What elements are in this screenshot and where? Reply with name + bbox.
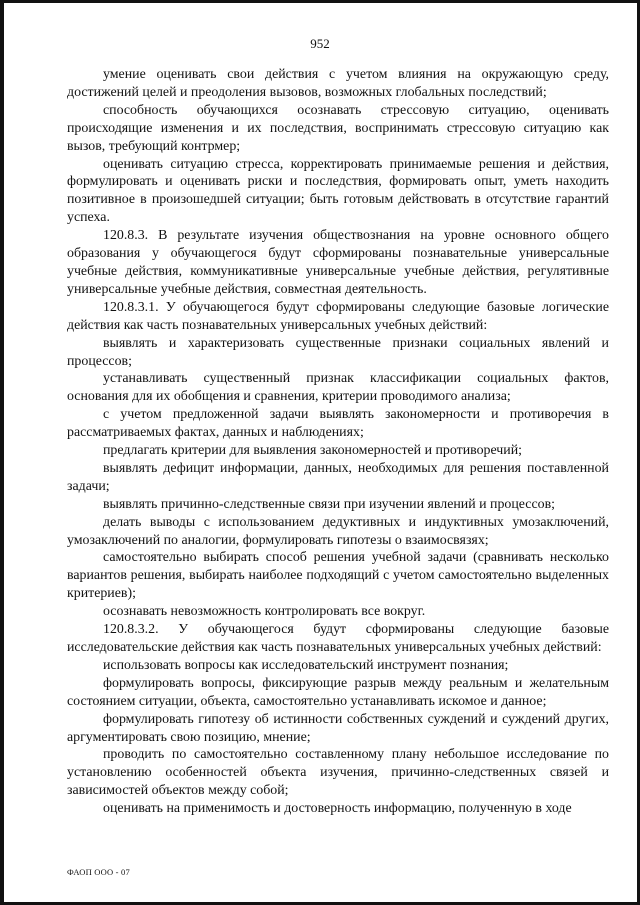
paragraph: оценивать ситуацию стресса, корректировать принимаемые решения и действия, формулировать и оценивать риски и последствия, формировать опыт, уметь находить позитивное в произошедшей ситуации; быть готовым действовать в отсутствие гарантий успеха. (67, 156, 609, 226)
list-item: проводить по самостоятельно составленному плану небольшое исследование по установлению особенностей объекта изучения, причинно-следственных связей и зависимостей объектов между собой; (67, 747, 609, 799)
list-item: выявлять дефицит информации, данных, необходимых для решения поставленной задачи; (67, 460, 609, 494)
list-item: формулировать гипотезу об истинности собственных суждений и суждений других, аргументировать свою позицию, мнение; (67, 711, 609, 745)
section-paragraph: 120.8.3.1. У обучающегося будут сформированы следующие базовые логические действия как часть познавательных универсальных учебных действий: (67, 299, 609, 333)
scan-border-left (0, 0, 4, 905)
document-footer: ФАОП ООО - 07 (67, 867, 130, 877)
document-body (67, 66, 609, 818)
list-item: формулировать вопросы, фиксирующие разрыв между реальным и желательным состоянием ситуации, объекта, самостоятельно устанавливать искомое и данное; (67, 675, 609, 709)
list-item: выявлять причинно-следственные связи при изучении явлений и процессов; (103, 496, 556, 512)
list-item: использовать вопросы как исследовательский инструмент познания; (103, 657, 509, 673)
list-item: выявлять и характеризовать существенные признаки социальных явлений и процессов; (67, 335, 609, 369)
list-item: с учетом предложенной задачи выявлять закономерности и противоречия в рассматриваемых фактах, данных и наблюдениях; (67, 407, 609, 441)
list-item: оценивать на применимость и достоверность информацию, полученную в ходе (103, 801, 572, 817)
section-paragraph: 120.8.3.2. У обучающегося будут сформированы следующие базовые исследовательские действия как часть познавательных универсальных учебных действий: (67, 622, 609, 655)
list-item: осознавать невозможность контролировать все вокруг. (103, 604, 426, 620)
list-item: самостоятельно выбирать способ решения учебной задачи (сравнивать несколько вариантов решения, выбирать наиболее подходящий с учетом самостоятельно выделенных критериев); (67, 550, 609, 602)
list-item: предлагать критерии для выявления закономерностей и противоречий; (103, 443, 523, 459)
paragraph: умение оценивать свои действия с учетом влияния на окружающую среду, достижений целей и преодоления вызовов, возможных глобальных последствий; (67, 67, 609, 100)
list-item: делать выводы с использованием дедуктивных и индуктивных умозаключений, умозаключений по аналогии, формулировать гипотезы о взаимосвязях; (67, 514, 609, 548)
page-number: 952 (310, 36, 330, 51)
list-item: устанавливать существенный признак классификации социальных фактов, основания для их обобщения и сравнения, критерии проводимого анализа; (67, 371, 609, 405)
section-paragraph: 120.8.3. В результате изучения обществознания на уровне основного общего образования у обучающегося будут сформированы познавательные универсальные учебные действия, коммуникативные универсальные учебные действия, регулятивные универсальные учебные действия, совместная деятельность. (67, 228, 609, 297)
scan-border-top (0, 0, 640, 3)
paragraph: способность обучающихся осознавать стрессовую ситуацию, оценивать происходящие изменения и их последствия, воспринимать стрессовую ситуацию как вызов, требующий контрмер; (67, 102, 609, 154)
